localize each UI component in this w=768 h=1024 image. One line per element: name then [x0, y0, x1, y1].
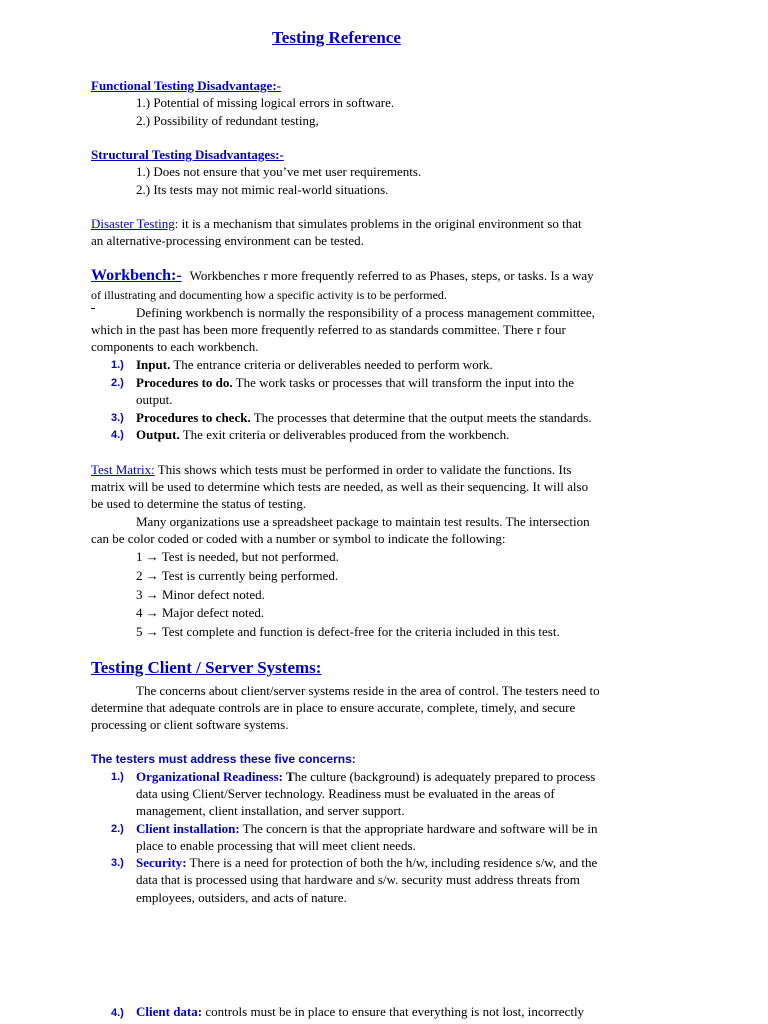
- concern-4-line-1: [136, 1003, 584, 1020]
- matrix-code-3: 3 → Minor defect noted.: [136, 587, 265, 602]
- workbench-num-2: 2.): [111, 377, 124, 389]
- structural-heading: Structural Testing Disadvantages:-: [91, 147, 284, 162]
- concern-2-line-2: place to enable processing that will meet client needs.: [136, 838, 416, 853]
- workbench-item-3-label: Procedures to check.: [136, 410, 251, 425]
- concern-num-3: 3.): [111, 857, 124, 869]
- client-server-para-3: processing or client software systems.: [91, 717, 289, 732]
- matrix-text: This shows which tests must be performed in order to validate the functions. Its: [154, 462, 572, 477]
- workbench-item-1-label: Input.: [136, 357, 171, 372]
- disaster-text: : it is a mechanism that simulates problems in the original environment so that: [174, 216, 582, 231]
- concern-3-label: Security:: [136, 855, 187, 870]
- matrix-code-4: 4 → Major defect noted.: [136, 605, 265, 620]
- disaster-term: Disaster Testing: [91, 216, 175, 231]
- concerns-heading: The testers must address these five concerns:: [91, 752, 356, 766]
- matrix-code-2: 2 → Test is currently being performed.: [136, 568, 339, 583]
- concern-num-1: 1.): [111, 771, 124, 783]
- concern-1-label: Organizational Readiness:: [136, 769, 286, 784]
- concern-1-line-3: management, client installation, and server support.: [136, 803, 405, 818]
- matrix-code-5: 5 → Test complete and function is defect-free for the criteria included in this test.: [136, 624, 560, 639]
- matrix-code-1: 1 → Test is needed, but not performed.: [136, 549, 339, 564]
- concern-4-label: Client data:: [136, 1004, 203, 1019]
- matrix-term: Test Matrix:: [91, 462, 155, 477]
- workbench-item-2-text: The work tasks or processes that will transform the input into the: [232, 375, 574, 390]
- concern-3-line-1: [136, 854, 597, 871]
- workbench-num-3: 3.): [111, 412, 124, 424]
- workbench-line-1: [91, 267, 594, 284]
- client-server-para-1: The concerns about client/server systems reside in the area of control. The testers need to: [136, 683, 600, 698]
- concern-num-4: 4.): [111, 1007, 124, 1019]
- concern-2-label: Client installation:: [136, 821, 240, 836]
- divider-mark: [91, 308, 95, 309]
- client-server-heading: Testing Client / Server Systems:: [91, 658, 322, 677]
- concern-3-line-2: data that is processed using that hardware and s/w. security must address threats from: [136, 872, 580, 887]
- structural-item-2: 2.) Its tests may not mimic real-world situations.: [136, 182, 389, 197]
- workbench-item-1-text: The entrance criteria or deliverables needed to perform work.: [170, 357, 493, 372]
- workbench-text: Workbenches r more frequently referred to as Phases, steps, or tasks. Is a way: [189, 268, 594, 283]
- client-server-para-2: determine that adequate controls are in place to ensure accurate, complete, timely, and secure: [91, 700, 576, 715]
- workbench-heading: Workbench:-: [91, 267, 182, 284]
- concern-1-line-1: [136, 768, 595, 785]
- disaster-line-2: an alternative-processing environment can be tested.: [91, 233, 364, 248]
- functional-item-1: 1.) Potential of missing logical errors in software.: [136, 95, 395, 110]
- workbench-item-2-cont: output.: [136, 392, 173, 407]
- workbench-item-4: [136, 426, 509, 443]
- workbench-para-1: Defining workbench is normally the responsibility of a process management committee,: [136, 305, 595, 320]
- workbench-item-2: [136, 374, 574, 391]
- structural-item-1: 1.) Does not ensure that you’ve met user requirements.: [136, 164, 422, 179]
- functional-heading: Functional Testing Disadvantage:-: [91, 78, 281, 93]
- workbench-item-1: [136, 356, 493, 373]
- workbench-num-1: 1.): [111, 359, 124, 371]
- workbench-para-2: which in the past has been more frequently referred to as standards committee. There r four: [91, 322, 566, 337]
- matrix-line-2: matrix will be used to determine which tests are needed, as well as their sequencing. It will also: [91, 479, 589, 494]
- matrix-line-1: [91, 461, 572, 478]
- concern-1-lead: T: [286, 769, 295, 784]
- concern-4-text: controls must be in place to ensure that everything is not lost, incorrectly: [202, 1004, 585, 1019]
- concern-2-line-1: [136, 820, 598, 837]
- workbench-num-4: 4.): [111, 429, 124, 441]
- workbench-item-3: [136, 409, 592, 426]
- concern-2-text: The concern is that the appropriate hardware and software will be in: [239, 821, 598, 836]
- matrix-line-3: be used to determine the status of testing.: [91, 496, 307, 511]
- page-title: Testing Reference: [272, 28, 401, 47]
- matrix-para-2: can be color coded or coded with a number or symbol to indicate the following:: [91, 531, 506, 546]
- disaster-line-1: [91, 215, 582, 232]
- workbench-item-4-text: The exit criteria or deliverables produced from the workbench.: [179, 427, 510, 442]
- concern-1-line-2: data using Client/Server technology. Readiness must be evaluated in the areas of: [136, 786, 555, 801]
- workbench-item-2-label: Procedures to do.: [136, 375, 233, 390]
- concern-1-text: he culture (background) is adequately prepared to process: [294, 769, 596, 784]
- concern-3-line-3: employees, outsiders, and acts of nature.: [136, 890, 347, 905]
- concern-3-text: There is a need for protection of both the h/w, including residence s/w, and the: [186, 855, 598, 870]
- functional-item-2: 2.) Possibility of redundant testing,: [136, 113, 319, 128]
- matrix-para-1: Many organizations use a spreadsheet package to maintain test results. The intersection: [136, 514, 590, 529]
- workbench-item-4-label: Output.: [136, 427, 180, 442]
- workbench-line-2: of illustrating and documenting how a specific activity is to be performed.: [91, 288, 447, 302]
- workbench-item-3-text: The processes that determine that the output meets the standards.: [250, 410, 592, 425]
- concern-num-2: 2.): [111, 823, 124, 835]
- workbench-para-3: components to each workbench.: [91, 339, 259, 354]
